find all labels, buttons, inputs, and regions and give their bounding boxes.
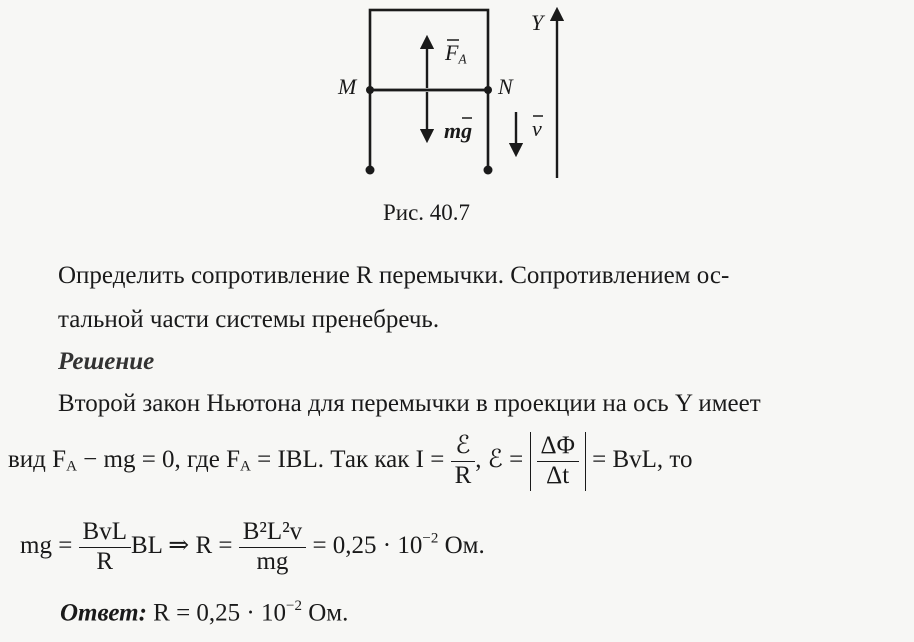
point-m-label: M [338, 74, 357, 99]
problem-line-2: тальной части системы пренебречь. [58, 306, 440, 333]
force-mg-label: mg [444, 118, 473, 143]
answer-line: Ответ: $R = 0,25 \cdot 10^{-2}$ Ом. [60, 598, 349, 627]
point-m-dot [366, 86, 374, 94]
abs-dphi-dt: $\frac{\Delta\Phi}{\Delta t}$ [530, 432, 586, 491]
rail-end-left-dot [366, 166, 375, 175]
velocity-label: v [532, 116, 542, 141]
equation-r: mg = $\frac{\text{BvL}}{R}$ BL ⇒ R = $\frac{\text{B²L²v}}{mg}$ = $0,25 \cdot 10^{-2}$ Ом. [20, 518, 485, 575]
axis-y-label: Y [531, 10, 544, 35]
problem-line-1: Определить сопротивление R перемычки. Сопротивлением ос- [58, 262, 730, 289]
solution-line-2: вид $F_A$ − mg = 0, где $F_A$ = IBL. Так как I = $\frac{\text{ℰ}}{R}$ , ℰ = $\frac{\Delta\Phi}{\Delta t}$ = BvL, то [8, 432, 693, 489]
fraction-r: $\frac{\text{B²L²v}}{mg}$ [239, 518, 306, 577]
solution-heading: Решение [58, 348, 155, 375]
rail-end-right-dot [484, 166, 493, 175]
point-n-dot [484, 86, 492, 94]
force-fa-label: $F_A$ [445, 40, 467, 67]
fraction-i: $\frac{\text{ℰ}}{R}$ [451, 432, 476, 491]
solution-line-1: Второй закон Ньютона для перемычки в проекции на ось Y имеет [58, 390, 761, 417]
fraction-bvl: $\frac{\text{BvL}}{R}$ [79, 518, 131, 577]
figure-caption: Рис. 40.7 [383, 200, 471, 225]
answer-label: Ответ: [60, 599, 147, 627]
point-n-label: N [498, 74, 513, 99]
